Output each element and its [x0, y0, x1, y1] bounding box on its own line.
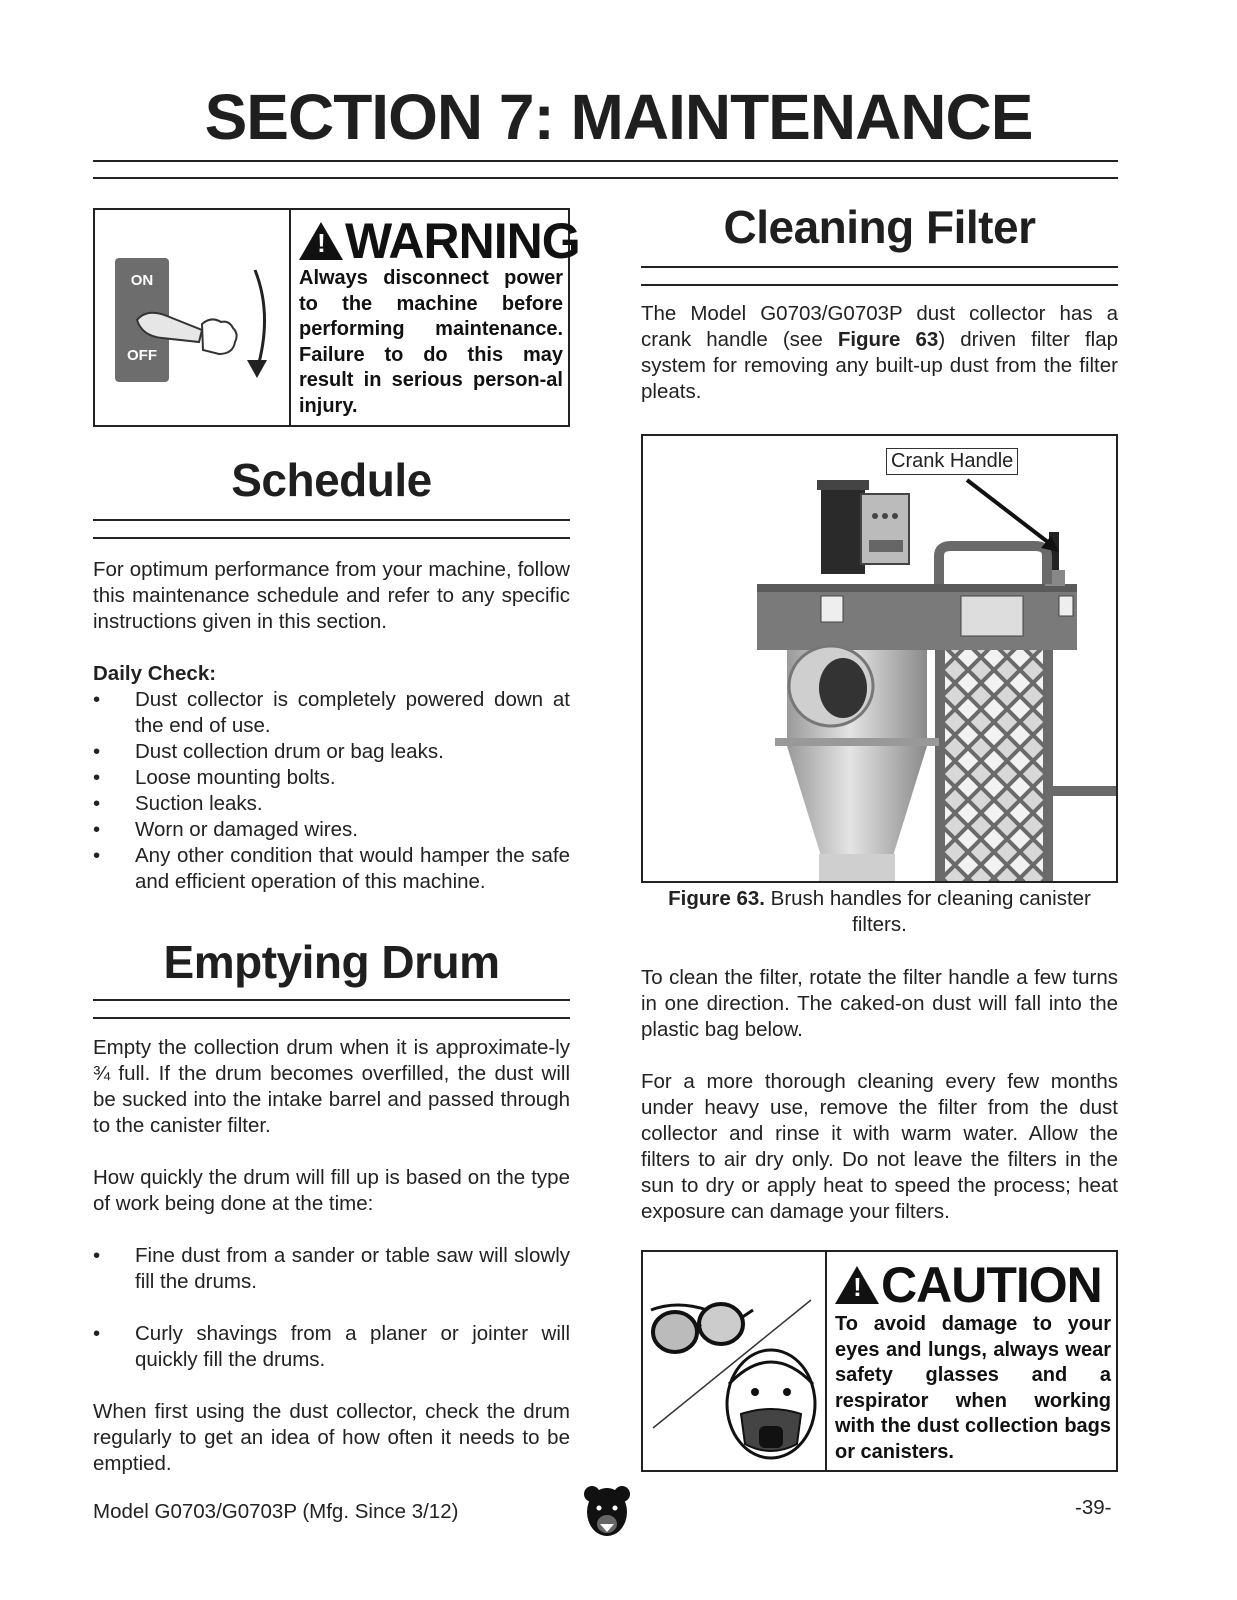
page-number: -39-	[1075, 1496, 1112, 1519]
list-item: • Any other condition that would hamper the safe and efficient operation of this machine.	[93, 843, 570, 895]
warning-triangle-icon: !	[299, 222, 343, 260]
cleaning-p2: To clean the filter, rotate the filter handle a few turns in one direction. The caked-on dust will fall into the plastic bag below.	[641, 966, 1118, 1041]
warning-header	[299, 212, 580, 270]
page-title: SECTION 7: MAINTENANCE	[204, 81, 1033, 153]
cleaning-rule-bottom	[641, 284, 1118, 286]
emptying-list	[93, 1243, 570, 1373]
cleaning-intro-pre: The Model G0703/G0703P dust collector has a crank handle (see	[641, 302, 1118, 351]
warning-text: Always disconnect power to the machine before performing maintenance. Failure to do this may result in serious person-al injury.	[299, 267, 563, 417]
caution-text: To avoid damage to your eyes and lungs, always wear safety glasses and a respirator when working with the dust collection bags or canisters.	[835, 1313, 1111, 1463]
cleaning-p3: For a more thorough cleaning every few months under heavy use, remove the filter from the dust collector and rinse it with warm water. Allow the filters to air dry only. Do not leave the filters in the sun to dry or apply heat to speed the process; heat exposure can damage your filters.	[641, 1070, 1118, 1223]
caution-header	[835, 1256, 1102, 1314]
caution-label: CAUTION	[881, 1257, 1102, 1313]
emptying-rule-top	[93, 999, 570, 1001]
power-switch-icon	[107, 250, 277, 390]
list-item: • Dust collector is completely powered down at the end of use.	[93, 687, 570, 739]
list-item: • Worn or damaged wires.	[93, 817, 570, 843]
cleaning-heading: Cleaning Filter	[723, 201, 1036, 253]
caution-triangle-icon: !	[835, 1266, 879, 1304]
warning-label: WARNING	[345, 213, 580, 269]
emptying-p1: Empty the collection drum when it is approximate-ly ¾ full. If the drum becomes overfilled, the dust will be sucked into the intake barrel and passed through to the canister filter.	[93, 1036, 570, 1137]
daily-check-label: Daily Check:	[93, 662, 217, 685]
warning-box	[93, 208, 580, 427]
schedule-heading: Schedule	[231, 454, 432, 506]
safety-glasses-respirator-icon	[647, 1280, 823, 1470]
list-item: • Dust collection drum or bag leaks.	[93, 739, 570, 765]
schedule-rule-bottom	[93, 537, 570, 539]
bear-logo-icon	[582, 1484, 632, 1540]
switch-off-label: OFF	[127, 347, 157, 364]
emptying-p2: How quickly the drum will fill up is based on the type of work being done at the time:	[93, 1166, 570, 1215]
title-rule-bottom	[93, 177, 1118, 179]
figure-label: Figure 63.	[668, 887, 765, 910]
figure-caption	[641, 886, 1118, 938]
figure-caption-text: Brush handles for cleaning canister filters.	[764, 887, 1091, 936]
schedule-rule-top	[93, 519, 570, 521]
switch-on-label: ON	[130, 272, 154, 289]
cleaning-intro	[641, 301, 1118, 405]
schedule-body	[93, 557, 570, 895]
warning-divider	[289, 210, 291, 425]
list-item: • Fine dust from a sander or table saw will slowly fill the drums.	[93, 1243, 570, 1295]
title-rule-top	[93, 160, 1118, 162]
emptying-heading: Emptying Drum	[163, 936, 500, 988]
cleaning-rule-top	[641, 266, 1118, 268]
emptying-p3: When first using the dust collector, check the drum regularly to get an idea of how often it needs to be emptied.	[93, 1400, 570, 1475]
list-item: • Suction leaks.	[93, 791, 570, 817]
figure-ref: Figure 63	[837, 328, 939, 351]
figure-63	[641, 434, 1118, 883]
caution-divider	[825, 1252, 827, 1470]
list-item: • Curly shavings from a planer or jointer will quickly fill the drums.	[93, 1321, 570, 1373]
list-item: • Loose mounting bolts.	[93, 765, 570, 791]
schedule-intro: For optimum performance from your machine, follow this maintenance schedule and refer to any specific instructions given in this section.	[93, 558, 570, 633]
cleaning-intro-post: ) driven filter flap system for removing any built-up dust from the filter pleats.	[641, 328, 1119, 403]
cleaning-body	[641, 965, 1118, 1251]
callout-arrow-icon	[963, 476, 1073, 566]
emptying-rule-bottom	[93, 1017, 570, 1019]
emptying-body	[93, 1035, 570, 1503]
crank-handle-callout: Crank Handle	[886, 448, 1018, 475]
caution-box	[641, 1250, 1118, 1472]
daily-check-list	[93, 687, 570, 895]
footer-model: Model G0703/G0703P (Mfg. Since 3/12)	[93, 1500, 459, 1523]
